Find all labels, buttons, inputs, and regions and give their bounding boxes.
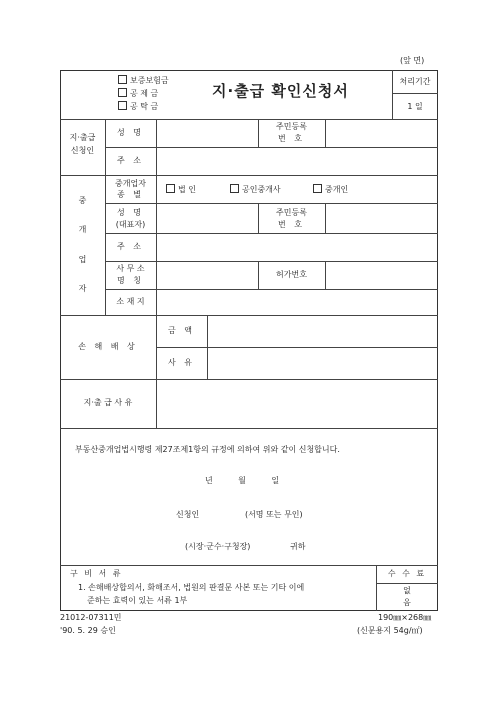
broker-license-label: 허가번호	[276, 270, 307, 279]
broker-group-char: 중	[78, 196, 87, 205]
broker-name-label: 성 명	[117, 208, 144, 217]
broker-type-label: 중개업자	[115, 179, 146, 188]
checkbox-icon[interactable]	[313, 184, 322, 193]
broker-rrn-field[interactable]	[326, 204, 437, 232]
broker-rrn-label-2: 번 호	[278, 220, 305, 229]
statement-text: 부동산중개업법시행령 제27조제1항의 규정에 의하여 위와 같이 신청합니다.	[75, 445, 340, 454]
applicant-group-label: 지·출급	[69, 133, 96, 142]
damages-reason-label: 사 유	[168, 358, 195, 367]
paper-size: 190㎜×268㎜	[378, 613, 432, 622]
applicant-address-label: 주 소	[117, 156, 144, 165]
documents-label: 구 비 서 류	[70, 569, 123, 578]
broker-office-field[interactable]	[157, 262, 257, 288]
broker-address-field[interactable]	[157, 234, 437, 260]
processing-period-value: 1 일	[407, 102, 423, 111]
payout-reason-label: 지·출 급 사 유	[83, 398, 133, 407]
option-deposit[interactable]: 공 탁 금	[118, 101, 158, 112]
documents-item-1: 1. 손해배상합의서, 화해조서, 법원의 판결문 사본 또는 기타 이에	[78, 583, 305, 592]
applicant-signature-line: 신청인 (서명 또는 무인)	[176, 510, 303, 519]
checkbox-icon[interactable]	[118, 75, 127, 84]
checkbox-icon[interactable]	[166, 184, 175, 193]
fee-value-2: 음	[403, 598, 411, 607]
processing-period-label: 처리기간	[399, 77, 431, 86]
page-side-label: (앞 면)	[400, 56, 425, 65]
broker-name-label-2: (대표자)	[115, 220, 146, 229]
damages-amount-label: 금 액	[168, 326, 195, 335]
broker-location-label: 소 재 지	[116, 297, 145, 306]
form-title: 지·출급 확인신청서	[212, 82, 349, 100]
applicant-group-label-2: 신청인	[70, 146, 95, 155]
applicant-name-label: 성 명	[117, 128, 144, 137]
broker-type-licensed-agent[interactable]: 공인중개사	[230, 184, 281, 195]
documents-item-2: 준하는 효력이 있는 서류 1부	[87, 596, 188, 605]
recipient-suffix: 귀하	[290, 542, 306, 551]
damages-reason-field[interactable]	[208, 348, 437, 378]
applicant-name-field[interactable]	[157, 120, 257, 146]
broker-group-char: 개	[78, 225, 87, 234]
broker-location-field[interactable]	[157, 290, 437, 314]
option-mutual-aid[interactable]: 공 제 금	[118, 88, 158, 99]
broker-group-char: 업	[78, 255, 87, 264]
recipient-office: (시장·군수·구청장)	[185, 542, 251, 551]
checkbox-icon[interactable]	[118, 101, 127, 110]
broker-type-label-2: 종 별	[117, 190, 144, 199]
broker-license-field[interactable]	[326, 262, 437, 288]
broker-office-label: 사 무 소	[116, 264, 145, 273]
damages-label: 손 해 배 상	[78, 342, 138, 351]
statement-date: 년 월 일	[205, 476, 280, 485]
payout-reason-field[interactable]	[157, 380, 437, 427]
form-code: 21012-07311민	[60, 613, 122, 622]
applicant-rrn-label-2: 번 호	[278, 134, 305, 143]
checkbox-icon[interactable]	[230, 184, 239, 193]
broker-group-char: 자	[78, 284, 87, 293]
damages-amount-field[interactable]	[208, 316, 437, 346]
approval-date: '90. 5. 29 승인	[60, 626, 116, 635]
broker-type-broker[interactable]: 중개인	[313, 184, 348, 195]
applicant-rrn-label: 주민등록	[276, 122, 307, 131]
paper-type: (신문용지 54g/㎡)	[357, 626, 423, 635]
checkbox-icon[interactable]	[118, 88, 127, 97]
applicant-rrn-field[interactable]	[326, 120, 437, 146]
option-guarantee-insurance[interactable]: 보증보험금	[118, 75, 169, 86]
applicant-address-field[interactable]	[157, 148, 437, 174]
fee-value: 없	[403, 586, 411, 595]
fee-label: 수 수 료	[387, 569, 427, 578]
broker-type-corporation[interactable]: 법 인	[166, 184, 196, 195]
broker-name-field[interactable]	[157, 204, 257, 232]
broker-address-label: 주 소	[117, 242, 144, 251]
broker-office-label-2: 명 칭	[117, 276, 144, 285]
broker-rrn-label: 주민등록	[276, 208, 307, 217]
